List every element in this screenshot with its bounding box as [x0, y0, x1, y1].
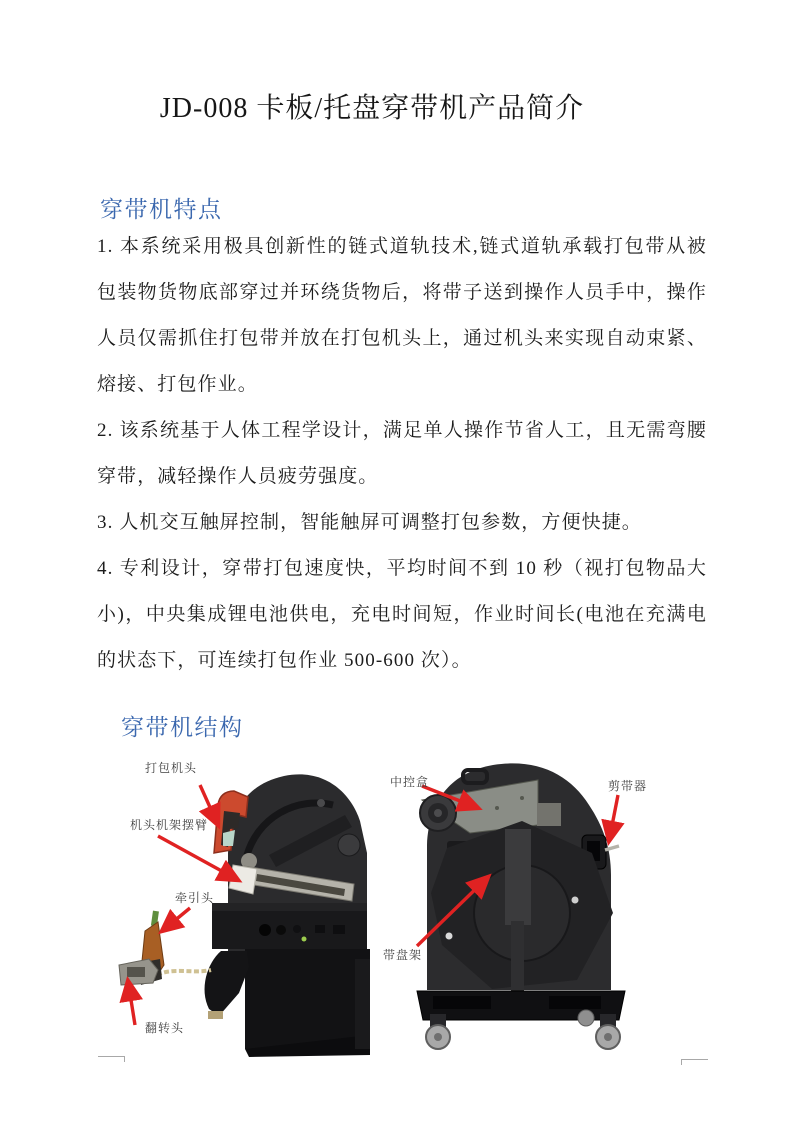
- power-led: [302, 937, 307, 942]
- feature-paragraph-1: 1. 本系统采用极具创新性的链式道轨技术,链式道轨承载打包带从被包装物货物底部穿过并环绕货物后，将带子送到操作人员手中，操作人员仅需抓住打包带并放在打包机头上，通过机头来实现自动束紧、熔接、打包作业。: [97, 236, 707, 395]
- label-swing-arm: 机头机架摆臂: [130, 818, 209, 832]
- figure-corner-mark-left: [98, 1056, 125, 1062]
- page-title: JD-008 卡板/托盘穿带机产品简介: [159, 93, 585, 124]
- features-section-heading: 穿带机特点: [100, 197, 223, 222]
- feature-paragraph-2: 2. 该系统基于人体工程学设计，满足单人操作节省人工，且无需弯腰穿带，减轻操作人员疲劳强度。: [97, 420, 707, 487]
- machine-structure-figure: [97, 753, 707, 1065]
- strapping-machine-illustration: [97, 753, 707, 1065]
- label-packing-head: 打包机头: [145, 761, 198, 775]
- right-machine-rear-view: [417, 763, 625, 1049]
- feature-paragraph-4: 4. 专利设计，穿带打包速度快，平均时间不到 10 秒（视打包物品大小)，中央集成锂电池供电，充电时间短，作业时间长(电池在充满电的状态下，可连续打包作业 500-600 次）。: [97, 558, 707, 671]
- arrow-traction-head: [162, 908, 190, 931]
- structure-section-heading: 穿带机结构: [121, 715, 244, 740]
- arrow-flip-head: [128, 981, 135, 1025]
- features-paragraphs: [97, 224, 707, 684]
- label-cutter: 剪带器: [608, 779, 648, 793]
- label-traction-head: 牵引头: [175, 891, 215, 905]
- strap-rope: [157, 970, 211, 975]
- label-reel-frame: 带盘架: [383, 948, 423, 962]
- label-flip-head: 翻转头: [145, 1021, 185, 1035]
- feature-paragraph-3: 3. 人机交互触屏控制，智能触屏可调整打包参数，方便快捷。: [97, 512, 642, 533]
- label-control-box: 中控盒: [390, 775, 430, 789]
- figure-corner-mark-right: [681, 1059, 708, 1065]
- flip-head-part: [119, 959, 158, 985]
- arrow-cutter: [609, 795, 618, 841]
